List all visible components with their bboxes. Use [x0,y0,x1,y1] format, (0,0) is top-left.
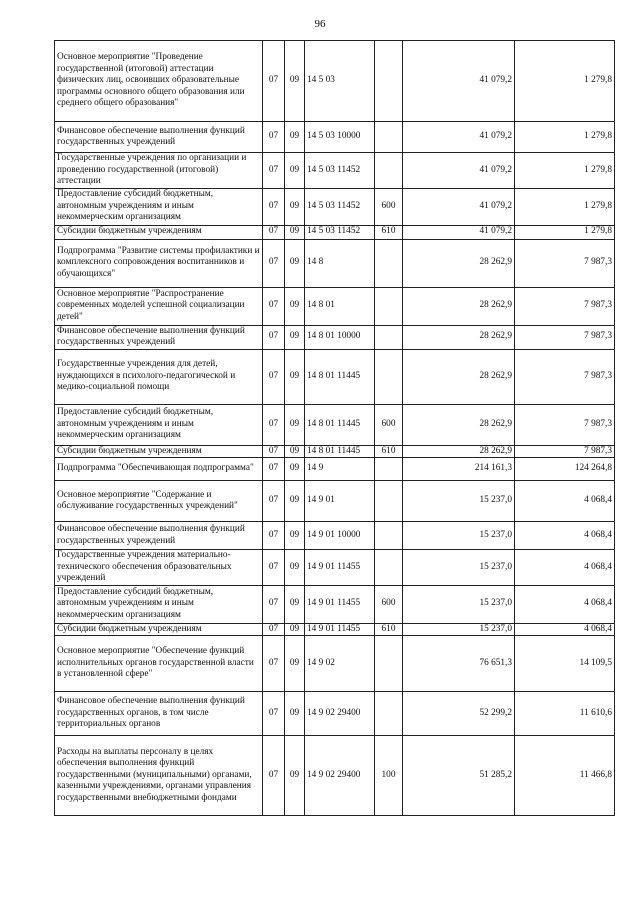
row-expense-type [375,349,403,404]
row-expense-type: 600 [375,404,403,445]
row-name: Финансовое обеспечение выполнения функций государственных органов, в том числе территориальных органов [55,692,263,736]
row-target-article: 14 9 01 11455 [305,623,375,636]
row-amount-planned: 41 079,2 [403,188,515,225]
row-name: Финансовое обеспечение выполнения функций государственных учреждений [55,122,263,153]
row-expense-type [375,636,403,692]
row-name: Финансовое обеспечение выполнения функций государственных учреждений [55,325,263,349]
row-expense-type [375,153,403,189]
row-target-article: 14 5 03 11452 [305,225,375,239]
table-row [55,287,615,325]
row-amount-actual: 7 987,3 [515,325,615,349]
row-target-article: 14 5 03 [305,41,375,122]
row-amount-actual: 14 109,5 [515,636,615,692]
row-name: Субсидии бюджетным учреждениям [55,623,263,636]
row-expense-type: 100 [375,736,403,816]
row-section-code: 07 [263,636,285,692]
table-row [55,585,615,623]
row-section-code: 07 [263,550,285,586]
table-row [55,239,615,287]
row-amount-planned: 76 651,3 [403,636,515,692]
table-row [55,225,615,239]
row-expense-type [375,481,403,522]
row-amount-actual: 1 279,8 [515,41,615,122]
row-expense-type: 600 [375,188,403,225]
row-target-article: 14 8 01 11445 [305,404,375,445]
row-target-article: 14 5 03 11452 [305,188,375,225]
row-subsection-code: 09 [285,736,305,816]
row-section-code: 07 [263,239,285,287]
row-subsection-code: 09 [285,481,305,522]
row-subsection-code: 09 [285,692,305,736]
row-amount-planned: 28 262,9 [403,404,515,445]
table-row [55,550,615,586]
table-row [55,481,615,522]
table-row [55,736,615,816]
row-section-code: 07 [263,522,285,550]
table-row [55,122,615,153]
row-subsection-code: 09 [285,41,305,122]
row-target-article: 14 8 [305,239,375,287]
table-row [55,623,615,636]
row-subsection-code: 09 [285,122,305,153]
row-subsection-code: 09 [285,325,305,349]
row-amount-planned: 41 079,2 [403,122,515,153]
table-row [55,692,615,736]
row-section-code: 07 [263,122,285,153]
row-amount-actual: 1 279,8 [515,188,615,225]
row-subsection-code: 09 [285,458,305,481]
row-subsection-code: 09 [285,287,305,325]
table-row [55,458,615,481]
table-row [55,41,615,122]
row-amount-actual: 124 264,8 [515,458,615,481]
row-section-code: 07 [263,153,285,189]
row-expense-type: 610 [375,225,403,239]
row-subsection-code: 09 [285,153,305,189]
row-expense-type [375,325,403,349]
row-expense-type [375,239,403,287]
row-amount-actual: 11 466,8 [515,736,615,816]
row-amount-actual: 1 279,8 [515,153,615,189]
row-amount-planned: 28 262,9 [403,349,515,404]
row-name: Подпрограмма "Развитие системы профилактики и комплексного сопровождения воспитанников и обучающихся" [55,239,263,287]
row-name: Финансовое обеспечение выполнения функций государственных учреждений [55,522,263,550]
row-amount-planned: 15 237,0 [403,623,515,636]
row-amount-planned: 51 285,2 [403,736,515,816]
row-amount-planned: 28 262,9 [403,445,515,458]
row-name: Субсидии бюджетным учреждениям [55,445,263,458]
row-amount-actual: 7 987,3 [515,287,615,325]
row-amount-planned: 15 237,0 [403,585,515,623]
row-amount-actual: 7 987,3 [515,404,615,445]
row-subsection-code: 09 [285,445,305,458]
row-amount-actual: 7 987,3 [515,349,615,404]
row-subsection-code: 09 [285,188,305,225]
budget-table [54,40,615,816]
row-amount-actual: 11 610,6 [515,692,615,736]
row-name: Основное мероприятие "Проведение государственной (итоговой) аттестации физических лиц, освоивших образовательные программы основного общего образования или среднего общего образования" [55,41,263,122]
row-expense-type [375,692,403,736]
row-section-code: 07 [263,325,285,349]
row-amount-planned: 15 237,0 [403,481,515,522]
row-section-code: 07 [263,585,285,623]
row-amount-planned: 52 299,2 [403,692,515,736]
row-section-code: 07 [263,404,285,445]
row-amount-actual: 4 068,4 [515,585,615,623]
row-expense-type [375,522,403,550]
row-target-article: 14 9 01 10000 [305,522,375,550]
table-row [55,636,615,692]
row-name: Предоставление субсидий бюджетным, автономным учреждениям и иным некоммерческим организациям [55,188,263,225]
row-subsection-code: 09 [285,636,305,692]
row-target-article: 14 8 01 10000 [305,325,375,349]
table-row [55,522,615,550]
row-amount-planned: 28 262,9 [403,325,515,349]
row-amount-planned: 15 237,0 [403,550,515,586]
row-name: Основное мероприятие "Обеспечение функций исполнительных органов государственной власти в установленной сфере" [55,636,263,692]
row-amount-planned: 41 079,2 [403,225,515,239]
row-expense-type [375,287,403,325]
row-amount-planned: 41 079,2 [403,153,515,189]
row-name: Расходы на выплаты персоналу в целях обеспечения выполнения функций государственными (муниципальными) органами, казенными учреждениями, органами управления государственными внебюджетными фондами [55,736,263,816]
row-section-code: 07 [263,481,285,522]
row-name: Предоставление субсидий бюджетным, автономным учреждениям и иным некоммерческим организациям [55,585,263,623]
row-amount-actual: 4 068,4 [515,522,615,550]
row-name: Основное мероприятие "Распространение современных моделей успешной социализации детей" [55,287,263,325]
row-name: Основное мероприятие "Содержание и обслуживание государственных учреждений" [55,481,263,522]
row-amount-actual: 4 068,4 [515,623,615,636]
row-subsection-code: 09 [285,623,305,636]
row-amount-actual: 4 068,4 [515,550,615,586]
row-section-code: 07 [263,736,285,816]
row-expense-type: 610 [375,623,403,636]
row-amount-planned: 15 237,0 [403,522,515,550]
row-name: Предоставление субсидий бюджетным, автономным учреждениям и иным некоммерческим организациям [55,404,263,445]
row-section-code: 07 [263,692,285,736]
table-row [55,153,615,189]
table-row [55,445,615,458]
row-amount-actual: 4 068,4 [515,481,615,522]
row-section-code: 07 [263,623,285,636]
row-amount-planned: 28 262,9 [403,287,515,325]
table-row [55,404,615,445]
row-amount-planned: 41 079,2 [403,41,515,122]
row-target-article: 14 9 02 [305,636,375,692]
row-expense-type [375,458,403,481]
row-name: Государственные учреждения по организации и проведению государственной (итоговой) аттестации [55,153,263,189]
row-target-article: 14 9 02 29400 [305,692,375,736]
row-target-article: 14 9 01 11455 [305,585,375,623]
row-section-code: 07 [263,445,285,458]
row-amount-actual: 7 987,3 [515,239,615,287]
row-subsection-code: 09 [285,550,305,586]
row-expense-type [375,122,403,153]
row-section-code: 07 [263,225,285,239]
row-target-article: 14 8 01 11445 [305,349,375,404]
row-subsection-code: 09 [285,522,305,550]
row-expense-type [375,41,403,122]
row-target-article: 14 8 01 11445 [305,445,375,458]
row-name: Подпрограмма "Обеспечивающая подпрограмма" [55,458,263,481]
row-amount-planned: 28 262,9 [403,239,515,287]
row-target-article: 14 9 01 [305,481,375,522]
row-expense-type [375,550,403,586]
row-amount-actual: 7 987,3 [515,445,615,458]
row-subsection-code: 09 [285,239,305,287]
row-section-code: 07 [263,287,285,325]
row-subsection-code: 09 [285,404,305,445]
row-target-article: 14 8 01 [305,287,375,325]
row-amount-actual: 1 279,8 [515,122,615,153]
row-subsection-code: 09 [285,349,305,404]
row-section-code: 07 [263,41,285,122]
row-section-code: 07 [263,458,285,481]
row-amount-actual: 1 279,8 [515,225,615,239]
row-subsection-code: 09 [285,585,305,623]
row-amount-planned: 214 161,3 [403,458,515,481]
table-row [55,325,615,349]
row-target-article: 14 9 01 11455 [305,550,375,586]
row-name: Субсидии бюджетным учреждениям [55,225,263,239]
page-number: 96 [314,18,326,30]
row-target-article: 14 5 03 10000 [305,122,375,153]
row-subsection-code: 09 [285,225,305,239]
row-name: Государственные учреждения материально-технического обеспечения образовательных учреждений [55,550,263,586]
row-target-article: 14 9 02 29400 [305,736,375,816]
row-expense-type: 610 [375,445,403,458]
table-row [55,188,615,225]
table-row [55,349,615,404]
row-section-code: 07 [263,349,285,404]
row-target-article: 14 9 [305,458,375,481]
row-expense-type: 600 [375,585,403,623]
row-name: Государственные учреждения для детей, нуждающихся в психолого-педагогической и медико-социальной помощи [55,349,263,404]
row-target-article: 14 5 03 11452 [305,153,375,189]
row-section-code: 07 [263,188,285,225]
